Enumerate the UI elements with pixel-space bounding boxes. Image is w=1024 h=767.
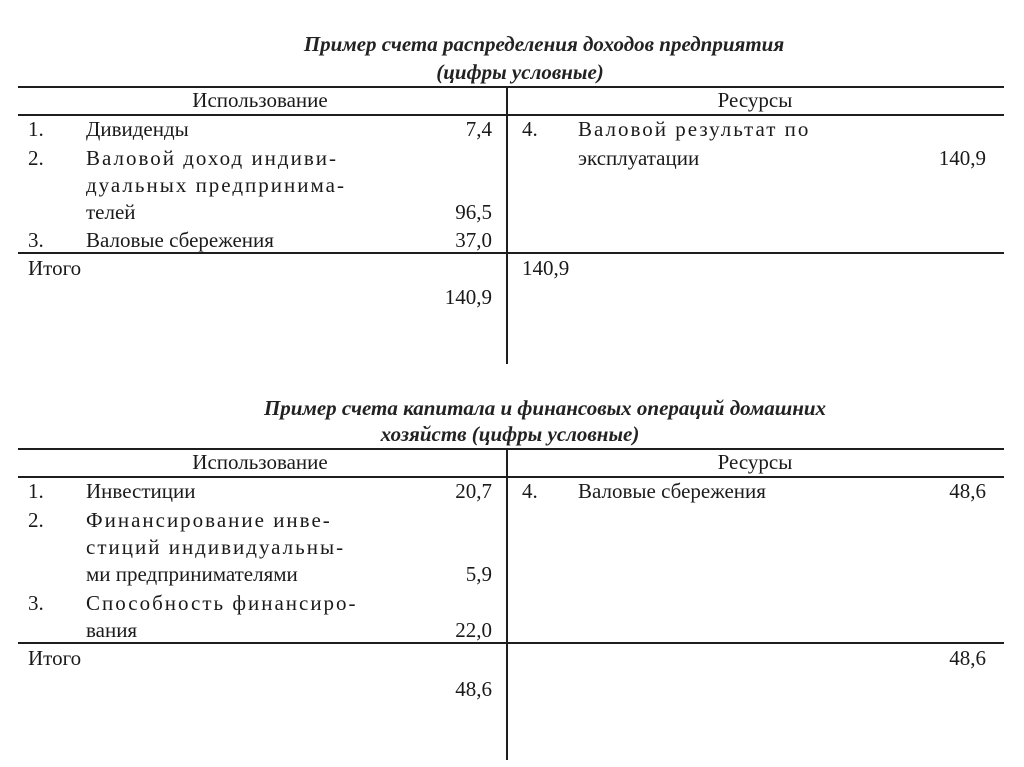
table1-item-label: Валовой доход индиви- — [86, 146, 338, 170]
table1-total-label: Итого — [28, 256, 82, 280]
table1-total-usage: 140,9 — [444, 285, 492, 309]
table2-item-label: Инвестиции — [86, 479, 196, 503]
table2-item-number: 4. — [522, 479, 538, 503]
table2-title-line2: хозяйств (цифры условные) — [380, 422, 640, 446]
table2-column-divider — [506, 448, 508, 760]
table2-total-usage: 48,6 — [455, 677, 492, 701]
table1-item-label: Дивиденды — [86, 117, 189, 141]
table1-item-number: 3. — [28, 228, 44, 252]
table1-title-line2: (цифры условные) — [436, 60, 604, 84]
table2-item-number: 3. — [28, 591, 44, 615]
table1-item-value: 7,4 — [465, 117, 492, 141]
table1-item-label: телей — [86, 200, 136, 224]
table1-header-resources: Ресурсы — [717, 88, 793, 112]
table1-title-line1: Пример счета распределения доходов предприятия — [303, 32, 785, 56]
table2-item-value: 48,6 — [949, 479, 986, 503]
table1-item-value: 140,9 — [938, 146, 986, 170]
table1-item-label: эксплуатации — [578, 146, 700, 170]
table1-item-value: 37,0 — [455, 228, 492, 252]
table2-item-value: 5,9 — [465, 562, 492, 586]
table1-item-label: дуальных предпринима- — [86, 173, 346, 197]
table2-item-label: стиций индивидуальны- — [86, 535, 346, 559]
table2-header-usage: Использование — [192, 450, 328, 474]
table1-header-usage: Использование — [192, 88, 328, 112]
table2-item-label: ми предпринимателями — [86, 562, 298, 586]
table1-item-number: 1. — [28, 117, 44, 141]
table2-item-label: вания — [86, 618, 138, 642]
table2-item-number: 2. — [28, 508, 44, 532]
table2-item-label: Валовые сбережения — [578, 479, 766, 503]
table2-item-label: Финансирование инве- — [86, 508, 332, 532]
table1-total-resources: 140,9 — [522, 256, 570, 280]
table2-title-line1: Пример счета капитала и финансовых операций домашних — [263, 396, 827, 420]
table2-item-label: Способность финансиро- — [86, 591, 358, 615]
table1-item-value: 96,5 — [455, 200, 492, 224]
table2-item-value: 22,0 — [455, 618, 492, 642]
table2-item-number: 1. — [28, 479, 44, 503]
table1-item-label: Валовые сбережения — [86, 228, 274, 252]
table2-total-rule — [18, 642, 1004, 644]
table2-total-label: Итого — [28, 646, 82, 670]
table1-item-number: 4. — [522, 117, 538, 141]
table2-item-value: 20,7 — [455, 479, 492, 503]
table1-item-number: 2. — [28, 146, 44, 170]
table2-header-resources: Ресурсы — [717, 450, 793, 474]
table2-total-resources: 48,6 — [949, 646, 986, 670]
table1-item-label: Валовой результат по — [578, 117, 811, 141]
table1-column-divider — [506, 86, 508, 364]
